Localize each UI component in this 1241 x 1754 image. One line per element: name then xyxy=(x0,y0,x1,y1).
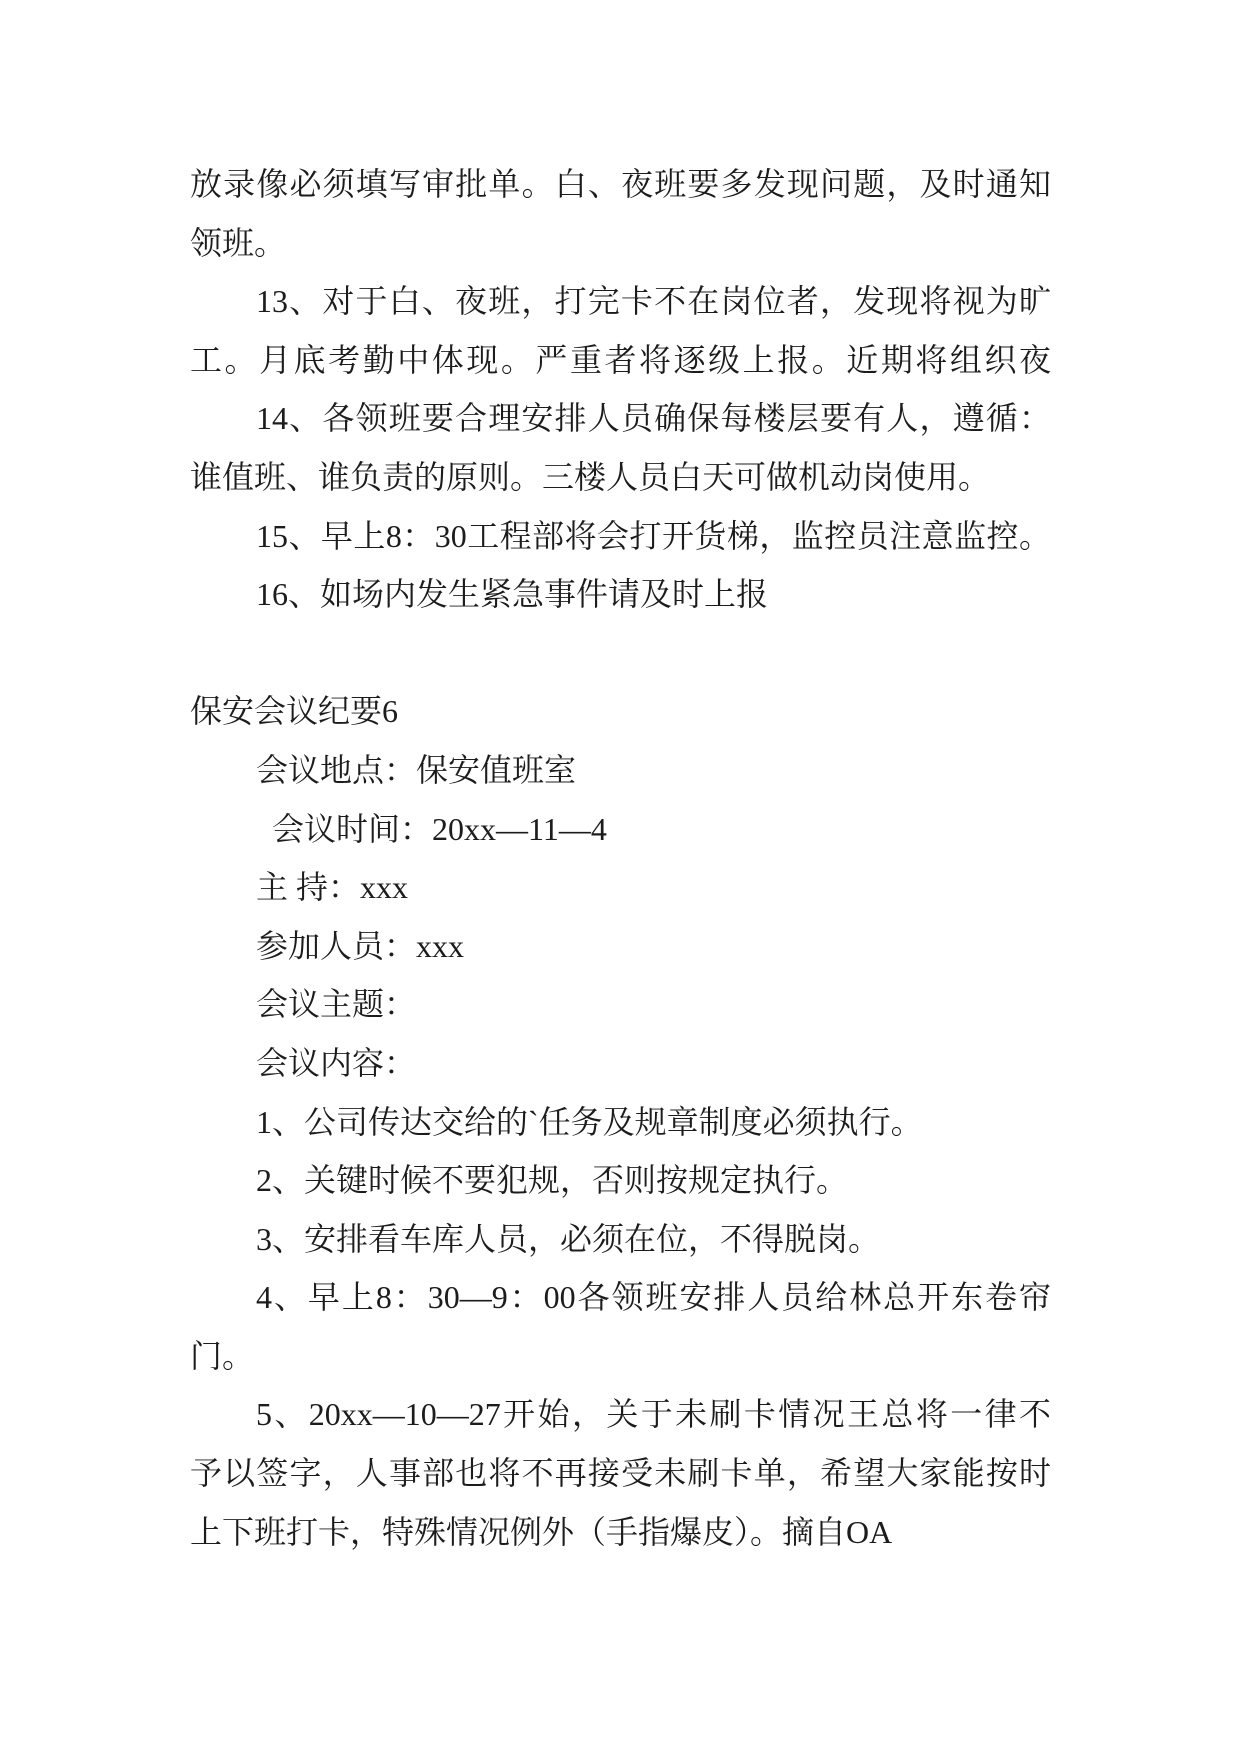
paragraph-item-16 xyxy=(190,565,1051,624)
paragraph-line: 上下班打卡，特殊情况例外（手指爆皮）。摘自OA xyxy=(190,1513,893,1550)
paragraph-line: 1、公司传达交给的`任务及规章制度必须执行。 xyxy=(256,1103,923,1140)
blank-line xyxy=(190,624,1051,683)
paragraph-item-14 xyxy=(190,389,1051,506)
content-item-4 xyxy=(190,1268,1051,1385)
meeting-location: 会议地点：保安值班室 xyxy=(256,751,577,788)
paragraph-line: 放录像必须填写审批单。白、夜班要多发现问题，及时通知 xyxy=(190,166,1051,202)
paragraph-line: 工。月底考勤中体现。严重者将逐级上报。近期将组织夜 xyxy=(190,341,1051,378)
content-item-5 xyxy=(190,1385,1051,1561)
paragraph-line: 领班。 xyxy=(190,224,287,261)
paragraph-item-15 xyxy=(190,507,1051,566)
paragraph-line: 2、关键时候不要犯规，否则按规定执行。 xyxy=(256,1162,849,1199)
section-title: 保安会议纪要6 xyxy=(190,693,399,730)
paragraph-line: 门。 xyxy=(190,1337,255,1374)
meeting-attendees: 参加人员：xxx xyxy=(256,927,465,964)
meeting-content-label: 会议内容： xyxy=(256,1044,417,1081)
paragraph-item-13 xyxy=(190,272,1051,389)
meeting-topic: 会议主题： xyxy=(256,986,417,1023)
paragraph-line: 谁值班、谁负责的原则。三楼人员白天可做机动岗使用。 xyxy=(190,458,991,495)
paragraph-line: 15、早上8：30工程部将会打开货梯，监控员注意监控。 xyxy=(256,517,1051,554)
meeting-host: 主 持：xxx xyxy=(256,869,409,906)
content-item-1 xyxy=(190,1093,1051,1152)
paragraph-line: 4、早上8：30—9：00各领班安排人员给林总开东卷帘 xyxy=(256,1279,1051,1316)
paragraph-item-12-continued xyxy=(190,155,1051,272)
paragraph-line: 16、如场内发生紧急事件请及时上报 xyxy=(256,576,769,613)
paragraph-line: 予以签字，人事部也将不再接受未刷卡单，希望大家能按时 xyxy=(190,1455,1051,1492)
paragraph-line: 14、各领班要合理安排人员确保每楼层要有人，遵循： xyxy=(256,400,1051,437)
document-body xyxy=(190,155,1051,1561)
meeting-time: 会议时间：20xx—11—4 xyxy=(272,810,607,847)
content-item-3 xyxy=(190,1210,1051,1269)
content-item-2 xyxy=(190,1151,1051,1210)
paragraph-line: 3、安排看车库人员，必须在位，不得脱岗。 xyxy=(256,1220,881,1257)
paragraph-line: 5、20xx—10—27开始，关于未刷卡情况王总将一律不 xyxy=(256,1396,1051,1433)
paragraph-line: 13、对于白、夜班，打完卡不在岗位者，发现将视为旷 xyxy=(256,283,1051,320)
